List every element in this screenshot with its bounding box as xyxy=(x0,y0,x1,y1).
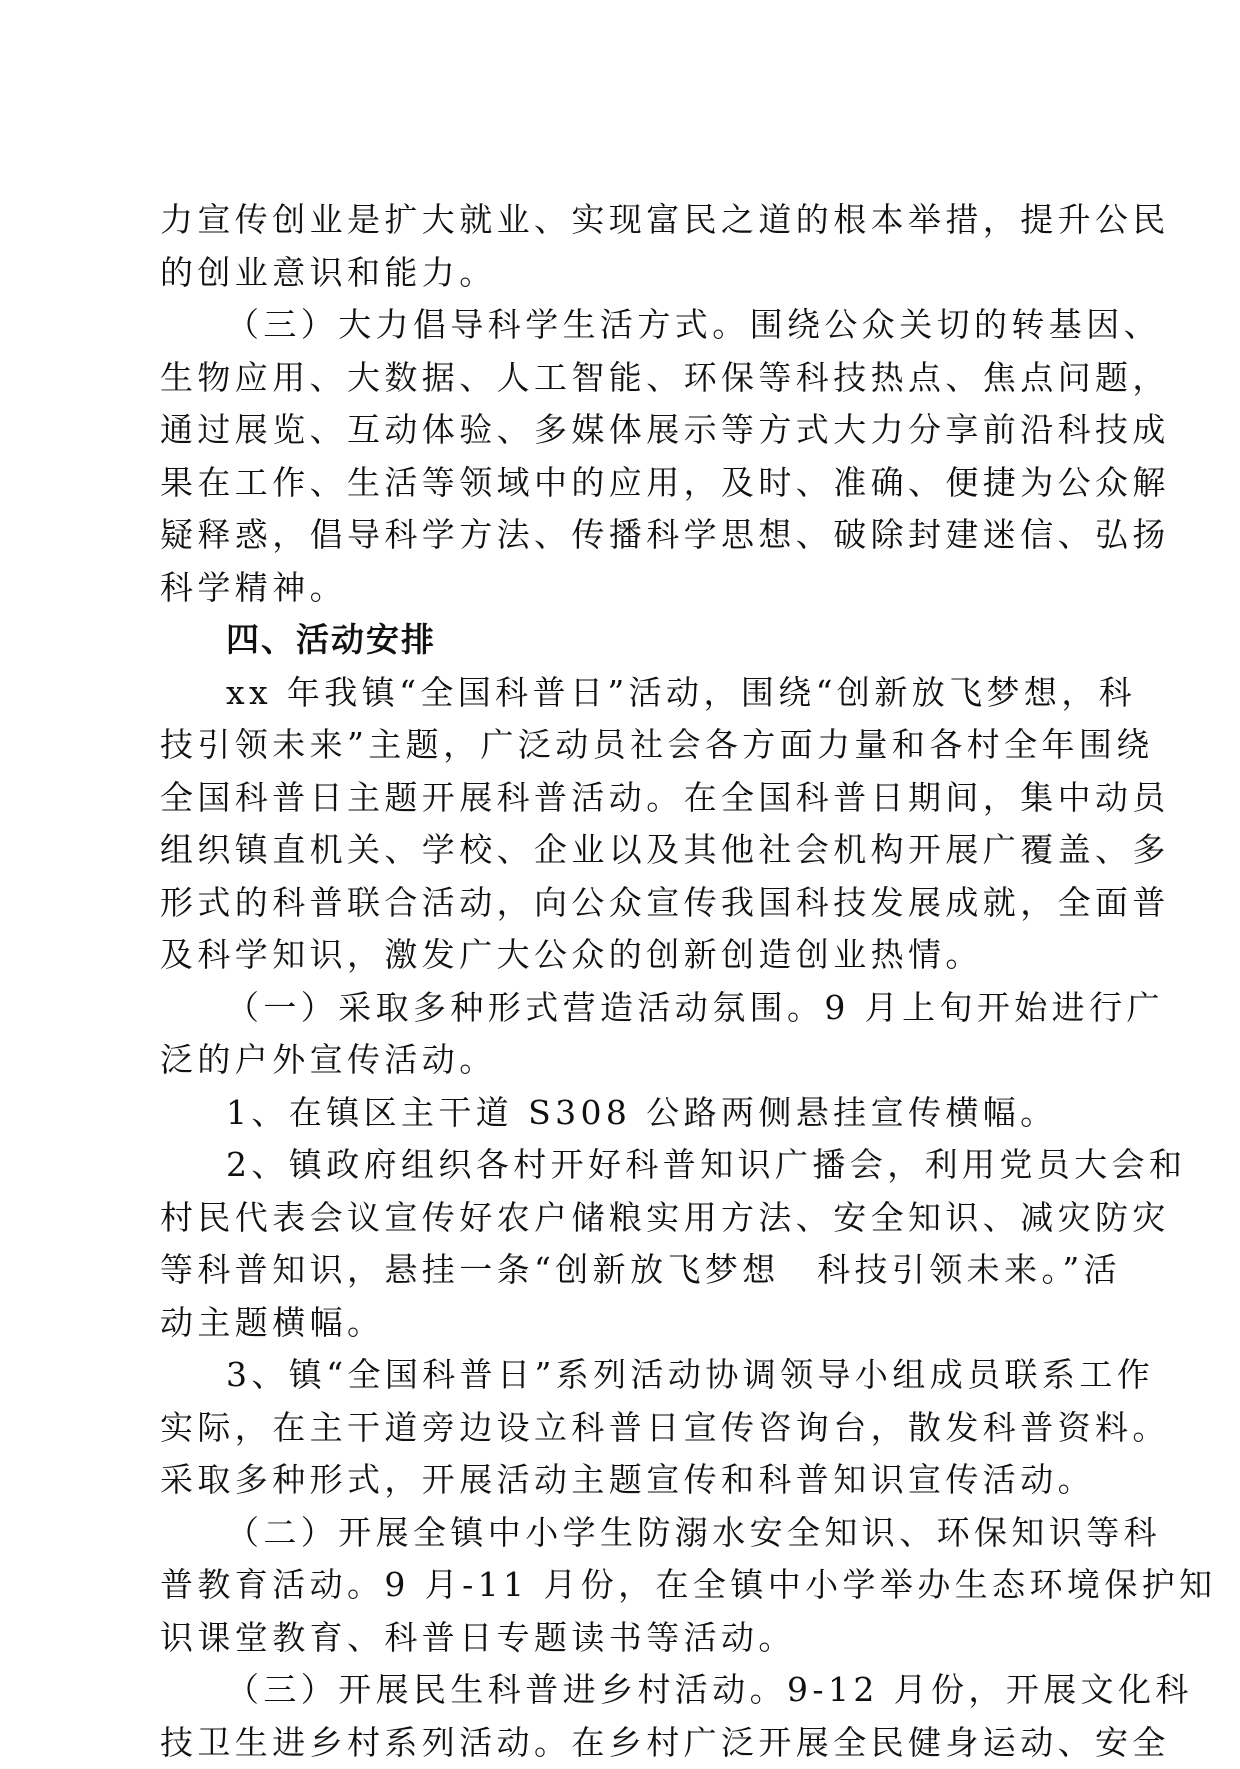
text-line: 识课堂教育、科普日专题读书等活动。 xyxy=(160,1612,1072,1665)
text-line: 村民代表会议宣传好农户储粮实用方法、安全知识、减灾防灾 xyxy=(160,1192,1072,1245)
text-line: 果在工作、生活等领域中的应用，及时、准确、便捷为公众解 xyxy=(160,457,1072,510)
text-line: 实际，在主干道旁边设立科普日宣传咨询台，散发科普资料。 xyxy=(160,1402,1072,1455)
text-line: 等科普知识，悬挂一条“创新放飞梦想 科技引领未来。”活 xyxy=(160,1244,1072,1297)
text-line: （一）采取多种形式营造活动氛围。9 月上旬开始进行广 xyxy=(160,982,1072,1035)
text-line: 技卫生进乡村系列活动。在乡村广泛开展全民健身运动、安全 xyxy=(160,1717,1072,1769)
text-line: 1、在镇区主干道 S308 公路两侧悬挂宣传横幅。 xyxy=(160,1087,1072,1140)
text-line: 的创业意识和能力。 xyxy=(160,247,1072,300)
text-line: xx 年我镇“全国科普日”活动，围绕“创新放飞梦想，科 xyxy=(160,667,1072,720)
text-line: 生物应用、大数据、人工智能、环保等科技热点、焦点问题， xyxy=(160,352,1072,405)
text-line: 疑释惑，倡导科学方法、传播科学思想、破除封建迷信、弘扬 xyxy=(160,509,1072,562)
text-line: （三）大力倡导科学生活方式。围绕公众关切的转基因、 xyxy=(160,299,1072,352)
text-line: 技引领未来”主题，广泛动员社会各方面力量和各村全年围绕 xyxy=(160,719,1072,772)
text-line: 形式的科普联合活动，向公众宣传我国科技发展成就，全面普 xyxy=(160,877,1072,930)
text-line: 普教育活动。9 月-11 月份，在全镇中小学举办生态环境保护知 xyxy=(160,1559,1072,1612)
text-line: 2、镇政府组织各村开好科普知识广播会，利用党员大会和 xyxy=(160,1139,1072,1192)
text-line: 采取多种形式，开展活动主题宣传和科普知识宣传活动。 xyxy=(160,1454,1072,1507)
section-heading: 四、活动安排 xyxy=(160,614,1072,667)
text-line: （三）开展民生科普进乡村活动。9-12 月份，开展文化科 xyxy=(160,1664,1072,1717)
document-page xyxy=(160,194,1072,1769)
text-line: 及科学知识，激发广大公众的创新创造创业热情。 xyxy=(160,929,1072,982)
text-line: 力宣传创业是扩大就业、实现富民之道的根本举措，提升公民 xyxy=(160,194,1072,247)
text-line: 全国科普日主题开展科普活动。在全国科普日期间，集中动员 xyxy=(160,772,1072,825)
text-line: 通过展览、互动体验、多媒体展示等方式大力分享前沿科技成 xyxy=(160,404,1072,457)
text-line: 泛的户外宣传活动。 xyxy=(160,1034,1072,1087)
text-line: 动主题横幅。 xyxy=(160,1297,1072,1350)
text-line: 3、镇“全国科普日”系列活动协调领导小组成员联系工作 xyxy=(160,1349,1072,1402)
text-line: 科学精神。 xyxy=(160,562,1072,615)
text-line: 组织镇直机关、学校、企业以及其他社会机构开展广覆盖、多 xyxy=(160,824,1072,877)
text-line: （二）开展全镇中小学生防溺水安全知识、环保知识等科 xyxy=(160,1507,1072,1560)
